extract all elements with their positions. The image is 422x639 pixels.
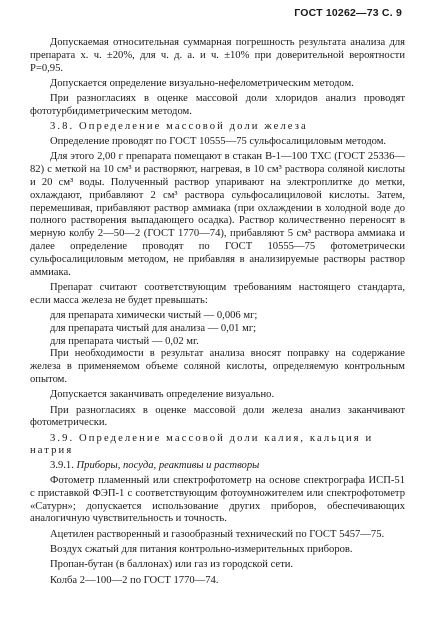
- paragraph-air: Воздух сжатый для питания контрольно-измерительных приборов.: [50, 543, 353, 555]
- paragraph-iron-procedure: Для этого 2,00 г препарата помещают в стакан В-1—100 ТХС (ГОСТ 25336—82) с меткой на 10 см³ и растворяют, нагревая, в 10 см³ раствора соляной кислоты и 20 см³ воды. Полученный раствор упаривают на электроплитке до метки, охлаждают, прибавляют 2 см³ раствора сульфосалициловой кислоты. Затем, перемешивая, прибавляют раствор аммиака (при охлаждении в холодной воде до полного растворения выпадающего осадка). Раствор количественно переносят в мерную колбу 2—50—2 (ГОСТ 1770—74), прибавляют 5 см³ раствора аммиака и далее определение проводят по ГОСТ 10555—75 фотометрически сульфосалициловым методом, не прибавляя в анализируемые растворы раствор аммиака.: [30, 151, 405, 278]
- paragraph-propane: Пропан-бутан (в баллонах) или газ из городской сети.: [50, 559, 294, 571]
- paragraph-visual-method: Допускается определение визуально-нефелометрическим методом.: [50, 77, 354, 89]
- section-3-9-1-heading: [30, 460, 405, 473]
- paragraph-iron-method: Определение проводят по ГОСТ 10555—75 сульфосалициловым методом.: [50, 136, 387, 148]
- paragraph-iron-visual: Допускается заканчивать определение визуально.: [50, 389, 275, 401]
- paragraph-photometer: Фотометр пламенный или спектрофотометр на основе спектрографа ИСП-51 с приставкой ФЭП-1 с соответствующим фотоумножителем или спектрофотометр «Сатурн»; допускается использование других приборов, обеспечивающих аналогичную чувствительность и точность.: [30, 475, 405, 525]
- document-body: [30, 37, 405, 590]
- paragraph-iron-criteria: Препарат считают соответствующим требованиям настоящего стандарта, если масса железа не будет превышать:: [30, 281, 405, 306]
- paragraph-error-margin: Допускаемая относительная суммарная погрешность результата анализа для препарата х. ч. ±20%, для ч. д. а. и ч. ±10% при доверительной вероятности P=0,95.: [30, 37, 405, 74]
- limit-line-analytical-grade: для препарата чистый для анализа — 0,01 мг;: [50, 322, 257, 334]
- page-header: ГОСТ 10262—73 С. 9: [294, 7, 402, 19]
- section-3-9-heading: 3.9. Определение массовой доли калия, кальция и натрия: [30, 432, 374, 457]
- paragraph-flask: Колба 2—100—2 по ГОСТ 1770—74.: [50, 574, 219, 586]
- section-3-8-heading: 3.8. Определение массовой доли железа: [50, 121, 308, 133]
- section-3-9-1-number: 3.9.1.: [50, 460, 74, 472]
- section-3-9-1-title: Приборы, посуда, реактивы и растворы: [76, 460, 260, 472]
- paragraph-acetylene: Ацетилен растворенный и газообразный технический по ГОСТ 5457—75.: [50, 528, 385, 540]
- paragraph-chloride-dispute: При разногласиях в оценке массовой доли хлоридов анализ проводят фототурбидиметрическим методом.: [30, 93, 405, 117]
- limit-line-pure: для препарата чистый — 0,02 мг.: [50, 335, 199, 347]
- limit-line-chemically-pure: для препарата химически чистый — 0,006 мг;: [50, 309, 258, 321]
- paragraph-iron-dispute: При разногласиях в оценке массовой доли железа анализ заканчивают фотометрически.: [30, 404, 405, 429]
- paragraph-iron-correction: При необходимости в результат анализа вносят поправку на содержание железа в применяемом объеме соляной кислоты, определяемую контрольным опытом.: [30, 348, 405, 385]
